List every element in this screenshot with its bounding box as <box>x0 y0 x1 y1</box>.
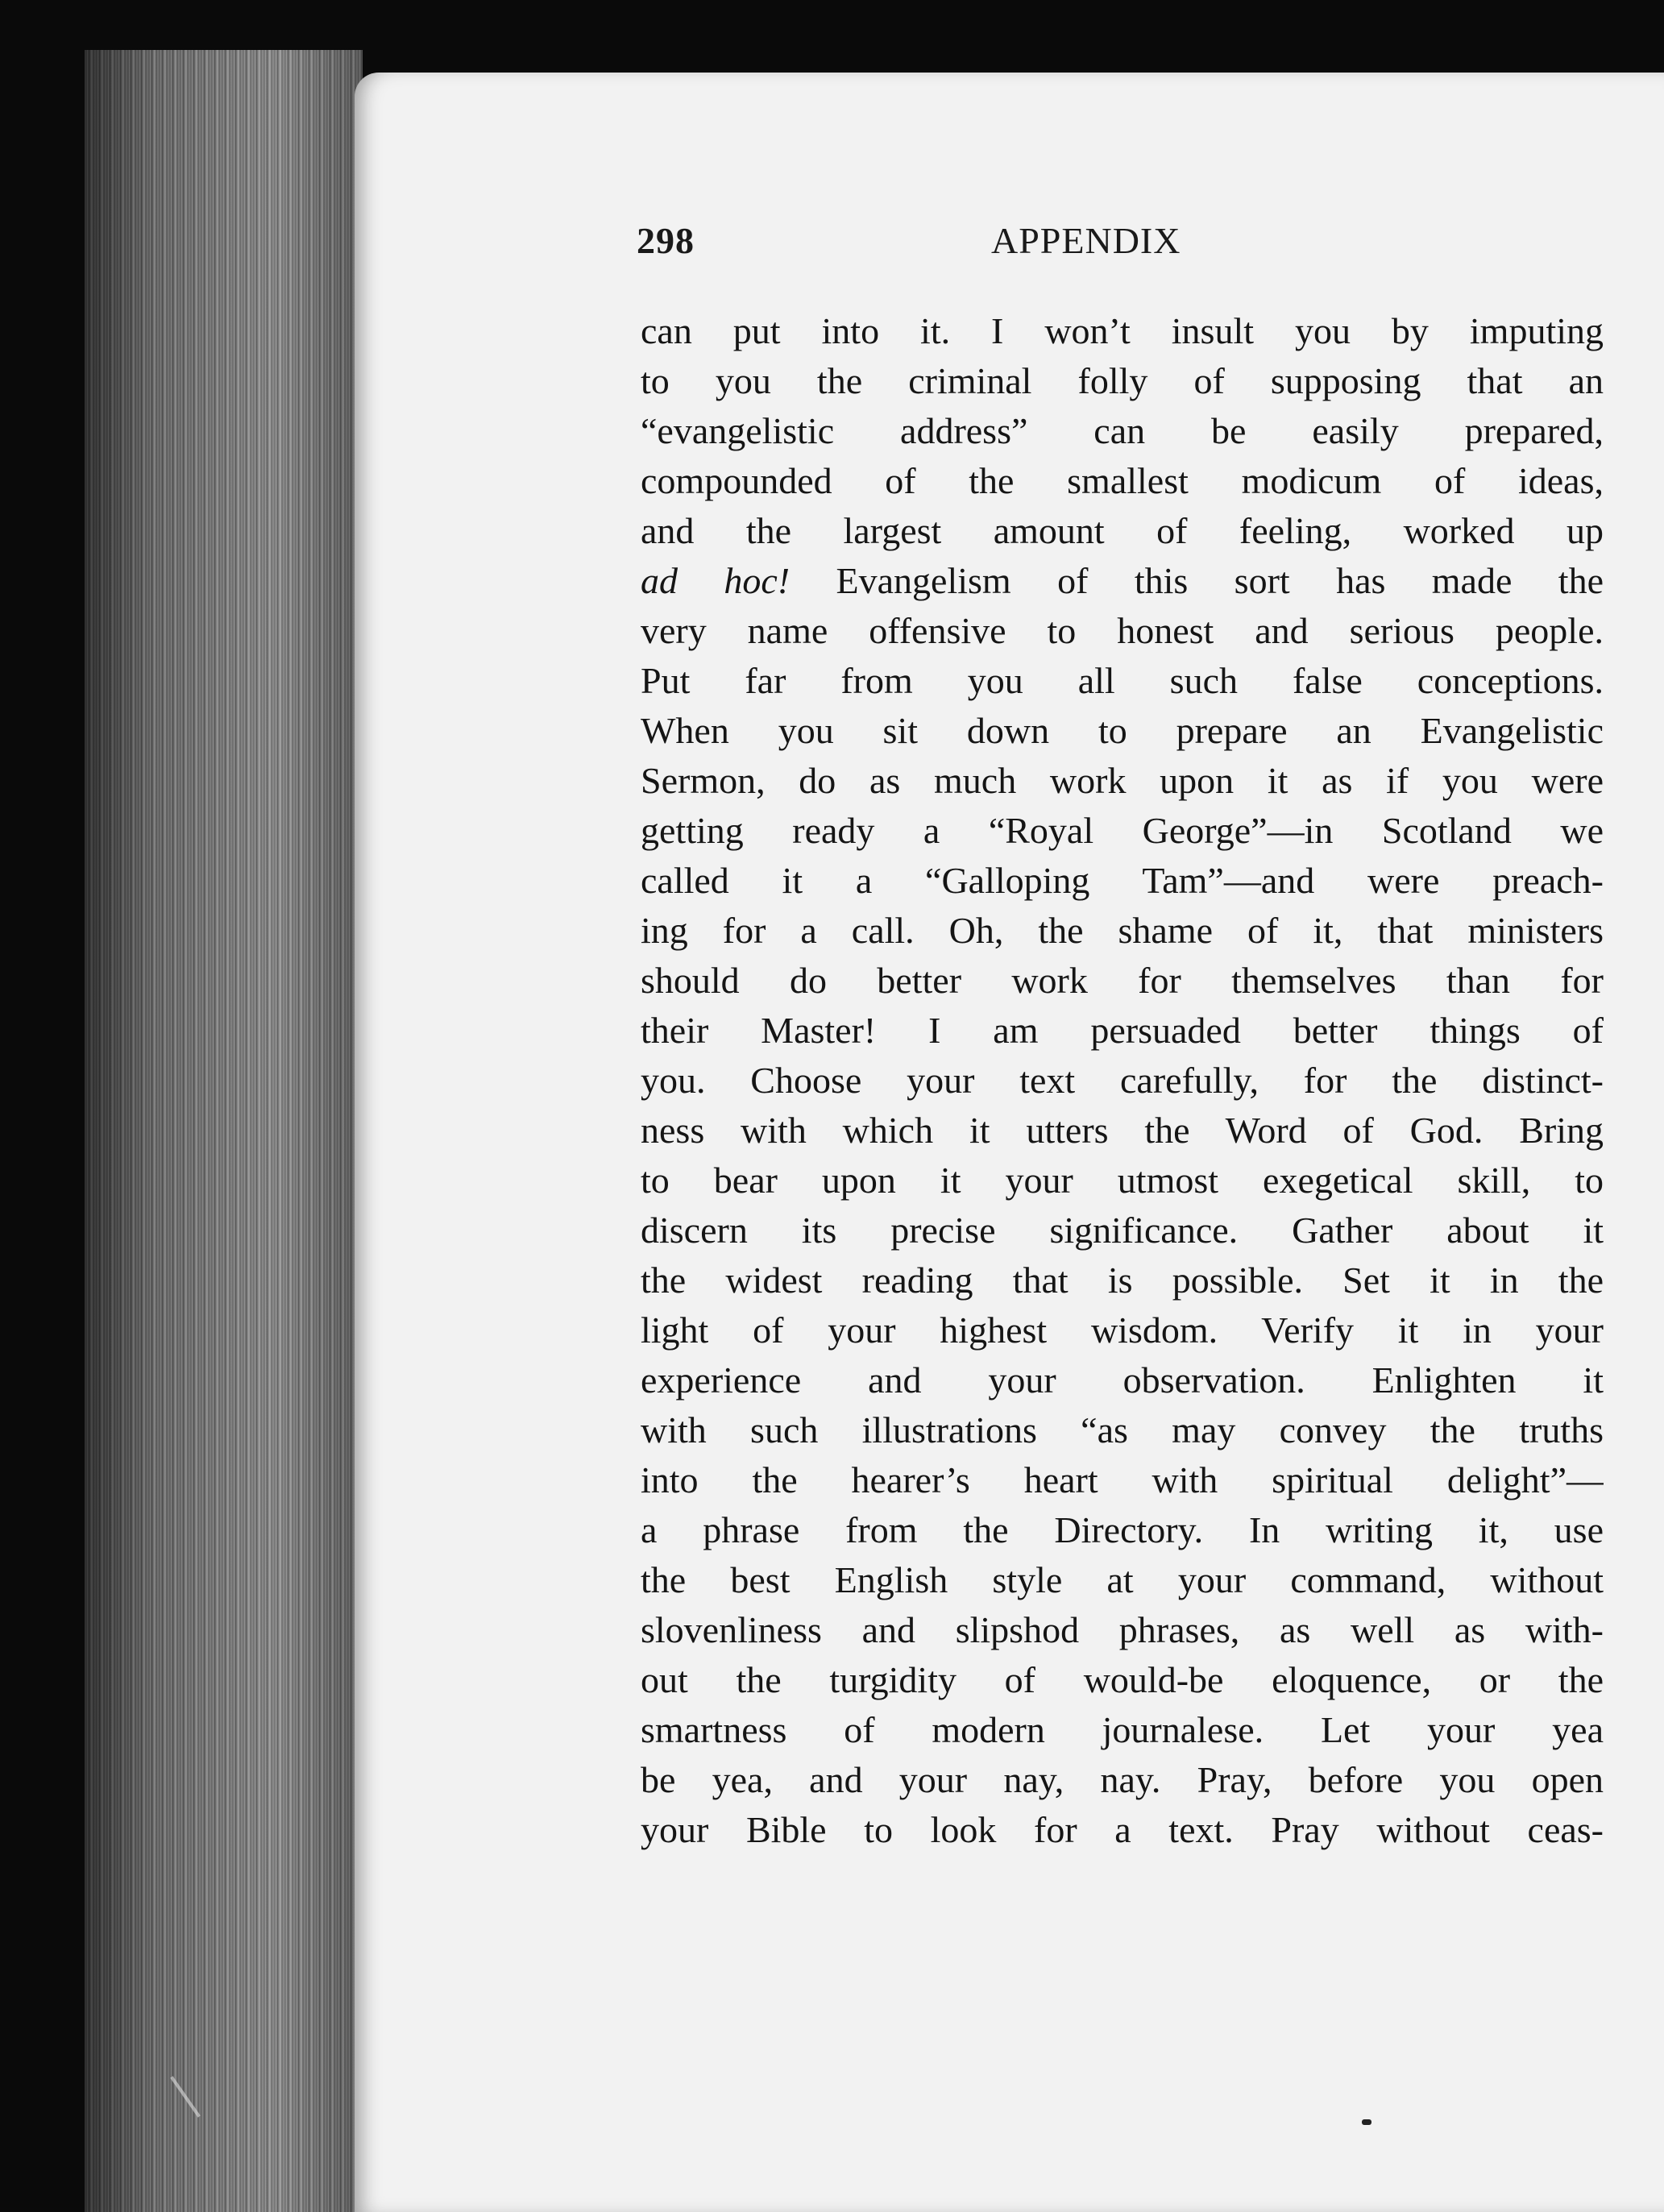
text-line: discern its precise significance. Gather about it <box>641 1210 1604 1251</box>
text-line: ness with which it utters the Word of God. Bring <box>641 1110 1604 1151</box>
ink-speck <box>1362 2119 1371 2125</box>
text-line: the widest reading that is possible. Set it in the <box>641 1260 1604 1301</box>
text-line: getting ready a “Royal George”—in Scotland we <box>641 810 1604 851</box>
body-text <box>641 306 1604 1855</box>
page-number: 298 <box>637 220 695 261</box>
text-line: you. Choose your text carefully, for the distinct- <box>641 1060 1604 1101</box>
text-line: a phrase from the Directory. In writing it, use <box>641 1509 1604 1550</box>
text-line: ing for a call. Oh, the shame of it, that ministers <box>641 910 1604 951</box>
text-line: to you the criminal folly of supposing that an <box>641 360 1604 401</box>
text-line: light of your highest wisdom. Verify it in your <box>641 1309 1604 1351</box>
running-head: APPENDIX <box>991 220 1181 261</box>
text-line: “evangelistic address” can be easily prepared, <box>641 410 1604 451</box>
text-line: compounded of the smallest modicum of ideas, <box>641 460 1604 501</box>
text-line: smartness of modern journalese. Let your yea <box>641 1709 1604 1750</box>
text-line: with such illustrations “as may convey the truths <box>641 1409 1604 1450</box>
text-line: Put far from you all such false conceptions. <box>641 660 1604 701</box>
text-line: their Master! I am persuaded better things of <box>641 1010 1604 1051</box>
text-line: Sermon, do as much work upon it as if you were <box>641 760 1604 801</box>
text-line: When you sit down to prepare an Evangelistic <box>641 710 1604 751</box>
italic-phrase: ad hoc! <box>641 560 791 601</box>
text-line: the best English style at your command, without <box>641 1559 1604 1600</box>
text-line: called it a “Galloping Tam”—and were preach- <box>641 860 1604 901</box>
text-line: to bear upon it your utmost exegetical skill, to <box>641 1160 1604 1201</box>
text-line-italic-start: ad hoc! Evangelism of this sort has made the <box>641 560 1604 601</box>
book-page-edges <box>85 50 363 2212</box>
text-line: slovenliness and slipshod phrases, as well as with- <box>641 1609 1604 1650</box>
text-line: should do better work for themselves than for <box>641 960 1604 1001</box>
text-line: experience and your observation. Enlighten it <box>641 1359 1604 1401</box>
text-line: into the hearer’s heart with spiritual delight”— <box>641 1459 1604 1500</box>
text-line: can put into it. I won’t insult you by imputing <box>641 310 1604 351</box>
text-line: very name offensive to honest and serious people. <box>641 610 1604 651</box>
text-line: your Bible to look for a text. Pray without ceas- <box>641 1809 1604 1850</box>
text-line: out the turgidity of would-be eloquence, or the <box>641 1659 1604 1700</box>
page-header <box>637 219 1600 268</box>
text-line: and the largest amount of feeling, worked up <box>641 510 1604 551</box>
text-line: be yea, and your nay, nay. Pray, before you open <box>641 1759 1604 1800</box>
